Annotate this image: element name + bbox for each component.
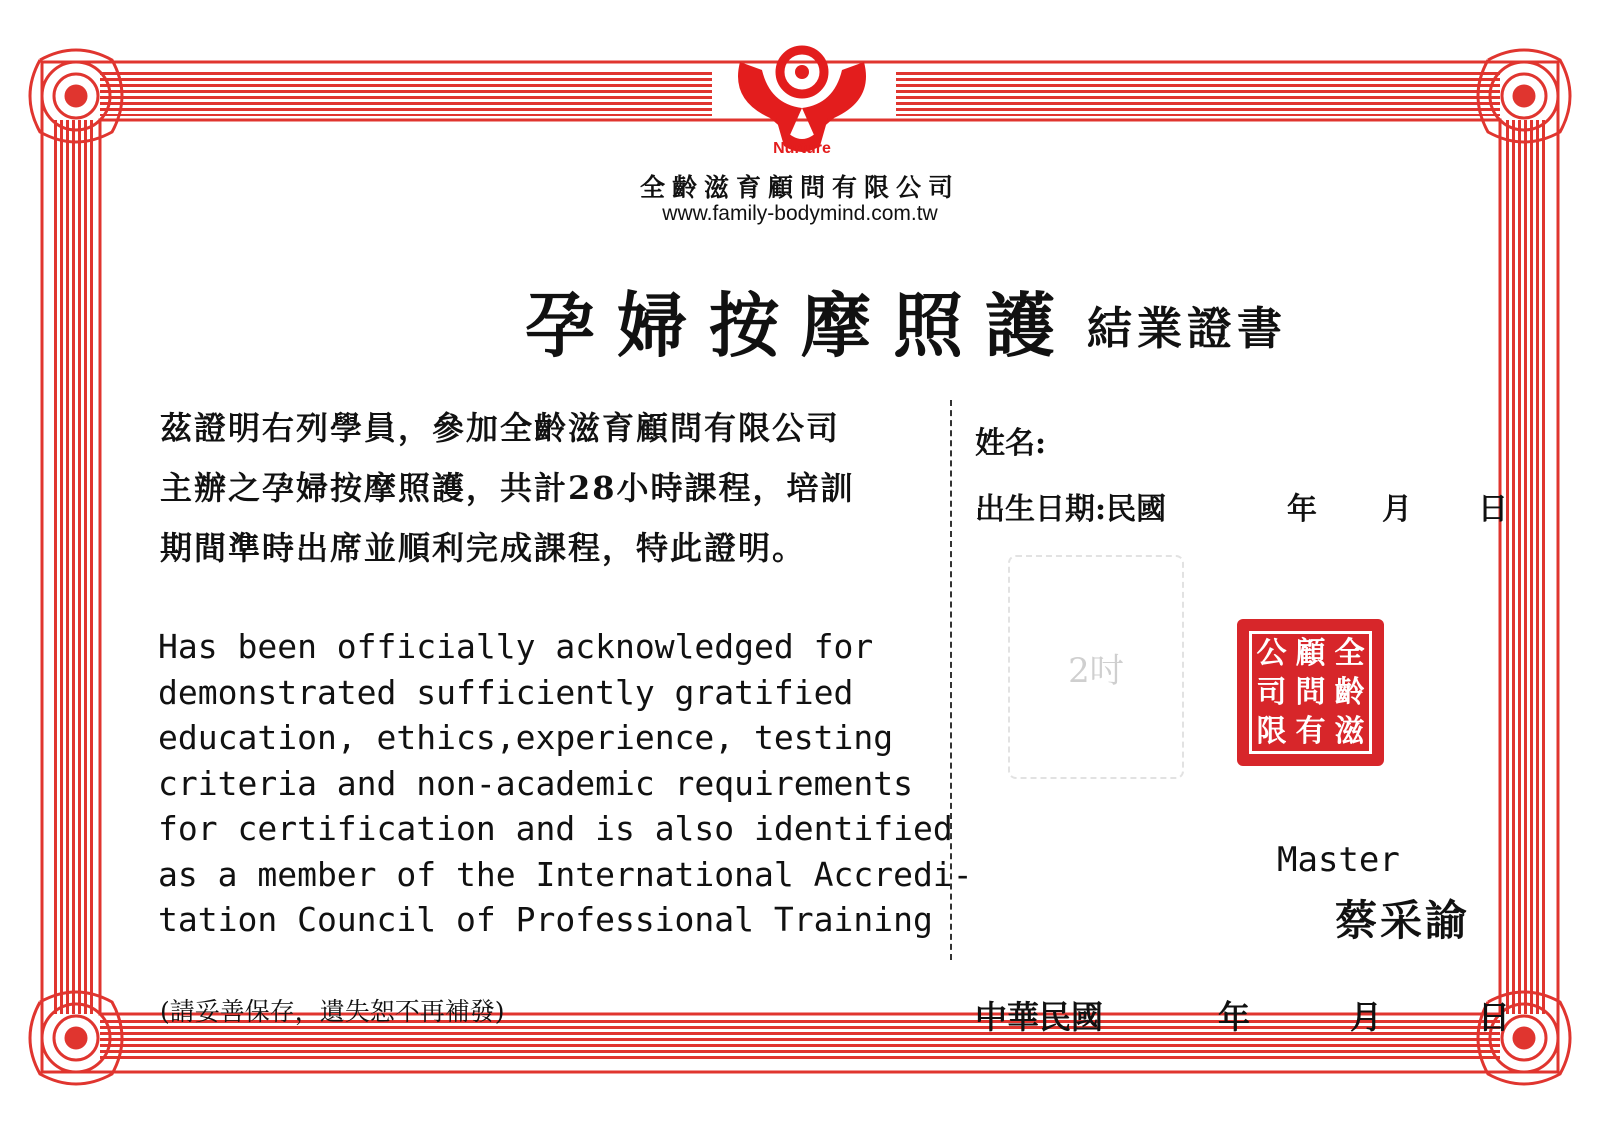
- organization-url: www.family-bodymind.com.tw: [662, 202, 938, 225]
- chinese-statement: [160, 398, 920, 578]
- birth-month-unit: 月: [1382, 492, 1412, 527]
- certificate-title: 孕婦按摩照護: [525, 284, 1077, 367]
- organization-name: 全齡滋育顧問有限公司: [639, 173, 960, 202]
- issue-day-unit: 日: [1478, 998, 1511, 1036]
- english-statement-line: for certification and is also identified: [158, 809, 953, 848]
- photo-size-label: 2吋: [1068, 650, 1124, 691]
- seal-char: 顧: [1295, 635, 1326, 671]
- chinese-statement-line: 主辦之孕婦按摩照護，共計28小時課程，培訓: [160, 469, 855, 507]
- issue-year-unit: 年: [1218, 998, 1251, 1036]
- english-statement-line: education, ethics,experience, testing: [158, 718, 894, 757]
- seal-char: 滋: [1334, 713, 1365, 749]
- seal-char: 全: [1334, 635, 1365, 671]
- column-divider: [950, 400, 952, 960]
- photo-placeholder: [1008, 555, 1184, 779]
- company-seal-stamp: [1237, 619, 1384, 766]
- issue-date-era: 中華民國: [975, 998, 1104, 1036]
- english-statement-line: criteria and non-academic requirements: [158, 763, 913, 803]
- name-label: 姓名:: [975, 426, 1047, 461]
- seal-char: 公: [1256, 635, 1287, 671]
- certificate-subtitle: 結業證書: [1087, 302, 1288, 355]
- nurture-logo-icon: [738, 50, 866, 152]
- english-statement-line: Has been officially acknowledged for: [158, 627, 874, 666]
- seal-char: 齡: [1334, 674, 1365, 710]
- seal-char: 有: [1295, 713, 1326, 749]
- seal-char: 限: [1256, 713, 1287, 749]
- birth-date-label: 出生日期:民國: [975, 492, 1167, 527]
- english-statement-line: as a member of the International Accredi-: [158, 854, 973, 894]
- chinese-statement-line: 期間準時出席並順利完成課程，特此證明。: [160, 529, 807, 567]
- english-statement-line: tation Council of Professional Training: [158, 900, 933, 939]
- logo-wordmark: Nurture: [773, 140, 831, 157]
- signer-title: Master: [1277, 840, 1400, 880]
- birth-year-unit: 年: [1287, 492, 1317, 527]
- signer-name: 蔡采諭: [1335, 896, 1471, 945]
- chinese-statement-line: 茲證明右列學員，參加全齡滋育顧問有限公司: [160, 409, 841, 447]
- seal-char: 問: [1295, 674, 1326, 710]
- english-statement-line: demonstrated sufficiently gratified: [158, 672, 854, 712]
- english-statement: [158, 624, 973, 943]
- seal-char: 司: [1256, 674, 1287, 710]
- birth-day-unit: 日: [1478, 492, 1508, 527]
- preservation-note: (請妥善保存，遺失恕不再補發): [160, 997, 505, 1026]
- issue-month-unit: 月: [1350, 998, 1383, 1036]
